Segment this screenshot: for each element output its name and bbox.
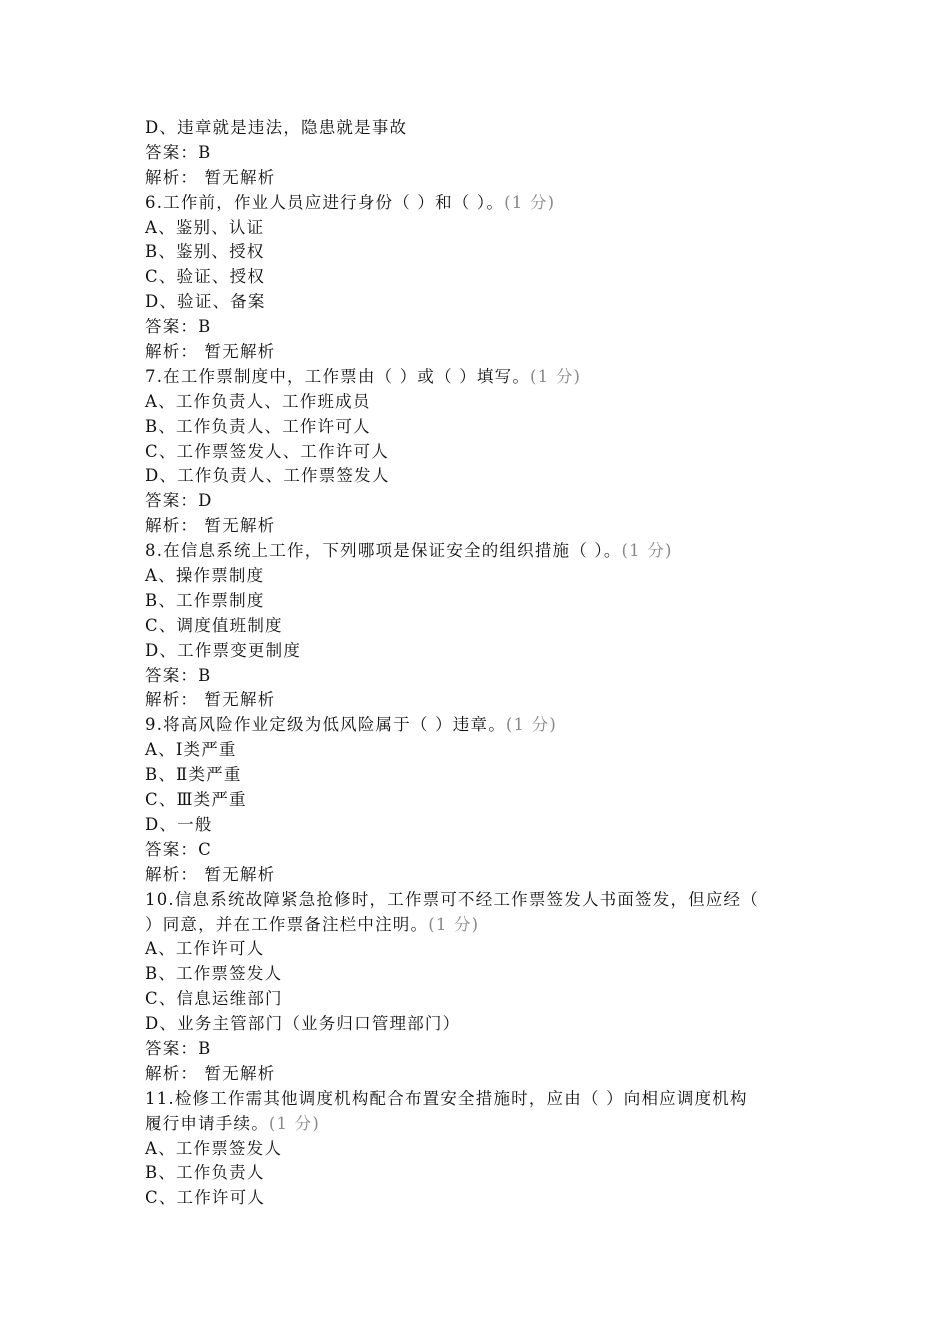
answer: 答案：C [145, 839, 212, 859]
question-text: 6.工作前，作业人员应进行身份（ ）和（ ）。 [145, 192, 505, 212]
analysis: 解析： 暂无解析 [145, 690, 276, 710]
option-b: B、工作负责人 [145, 1163, 265, 1183]
option-b: B、工作票制度 [145, 590, 265, 610]
option-a: A、工作许可人 [145, 939, 265, 959]
analysis: 解析： 暂无解析 [145, 1063, 276, 1083]
option-c: C、调度值班制度 [145, 615, 283, 635]
question-score: (1 分) [268, 1113, 321, 1133]
option-c: C、工作许可人 [145, 1188, 266, 1208]
analysis: 解析： 暂无解析 [145, 342, 276, 362]
option-b: B、工作票签发人 [145, 964, 283, 984]
question-8-text [145, 539, 825, 564]
question-text: ）同意，并在工作票备注栏中注明。 [145, 914, 429, 934]
question-text: 7.在工作票制度中，工作票由（ ）或（ ）填写。 [145, 366, 531, 386]
answer: 答案：B [145, 317, 212, 337]
exam-page [145, 116, 825, 1211]
option-c: C、验证、授权 [145, 267, 266, 287]
question-11-text-line1: 11.检修工作需其他调度机构配合布置安全措施时，应由（ ）向相应调度机构 [145, 1088, 748, 1108]
option-b: B、鉴别、授权 [145, 242, 265, 262]
question-score: (1 分) [530, 366, 582, 386]
option-a: A、鉴别、认证 [145, 217, 265, 237]
question-11-text-line2 [145, 1112, 825, 1137]
option-d: D、业务主管部门（业务归口管理部门） [145, 1014, 461, 1034]
question-6-text [145, 191, 825, 216]
option-a: A、工作票签发人 [145, 1138, 283, 1158]
option-d: D、一般 [145, 814, 213, 834]
option-b: B、工作负责人、工作许可人 [145, 416, 371, 436]
option-d: D、违章就是违法，隐患就是事故 [145, 118, 408, 137]
question-score: (1 分) [428, 914, 480, 934]
option-c: C、信息运维部门 [145, 989, 283, 1009]
question-9-text [145, 713, 825, 738]
question-text: 8.在信息系统上工作，下列哪项是保证安全的组织措施（ ）。 [145, 541, 622, 561]
answer: 答案：D [145, 491, 213, 511]
question-score: (1 分) [504, 192, 556, 212]
analysis: 解析： 暂无解析 [145, 167, 276, 187]
option-a: A、工作负责人、工作班成员 [145, 391, 371, 411]
answer: 答案：B [145, 142, 212, 162]
question-10-text-line2 [145, 913, 825, 938]
answer: 答案：B [145, 1038, 212, 1058]
option-a: A、操作票制度 [145, 566, 265, 586]
option-c: C、Ⅲ类严重 [145, 790, 247, 810]
question-score: (1 分) [621, 541, 673, 561]
analysis: 解析： 暂无解析 [145, 864, 276, 884]
option-d: D、工作负责人、工作票签发人 [145, 466, 390, 486]
question-7-text [145, 365, 825, 390]
option-a: A、Ⅰ类严重 [145, 740, 237, 760]
option-c: C、工作票签发人、工作许可人 [145, 441, 389, 461]
question-score: (1 分) [505, 715, 558, 735]
question-text: 履行申请手续。 [145, 1113, 269, 1133]
answer: 答案：B [145, 665, 212, 685]
analysis: 解析： 暂无解析 [145, 516, 276, 536]
option-d: D、验证、备案 [145, 292, 266, 312]
question-text: 9.将高风险作业定级为低风险属于（ ）违章。 [145, 715, 506, 735]
option-d: D、工作票变更制度 [145, 640, 302, 660]
option-b: B、Ⅱ类严重 [145, 765, 242, 785]
question-10-text-line1: 10.信息系统故障紧急抢修时，工作票可不经工作票签发人书面签发，但应经（ [145, 889, 759, 909]
